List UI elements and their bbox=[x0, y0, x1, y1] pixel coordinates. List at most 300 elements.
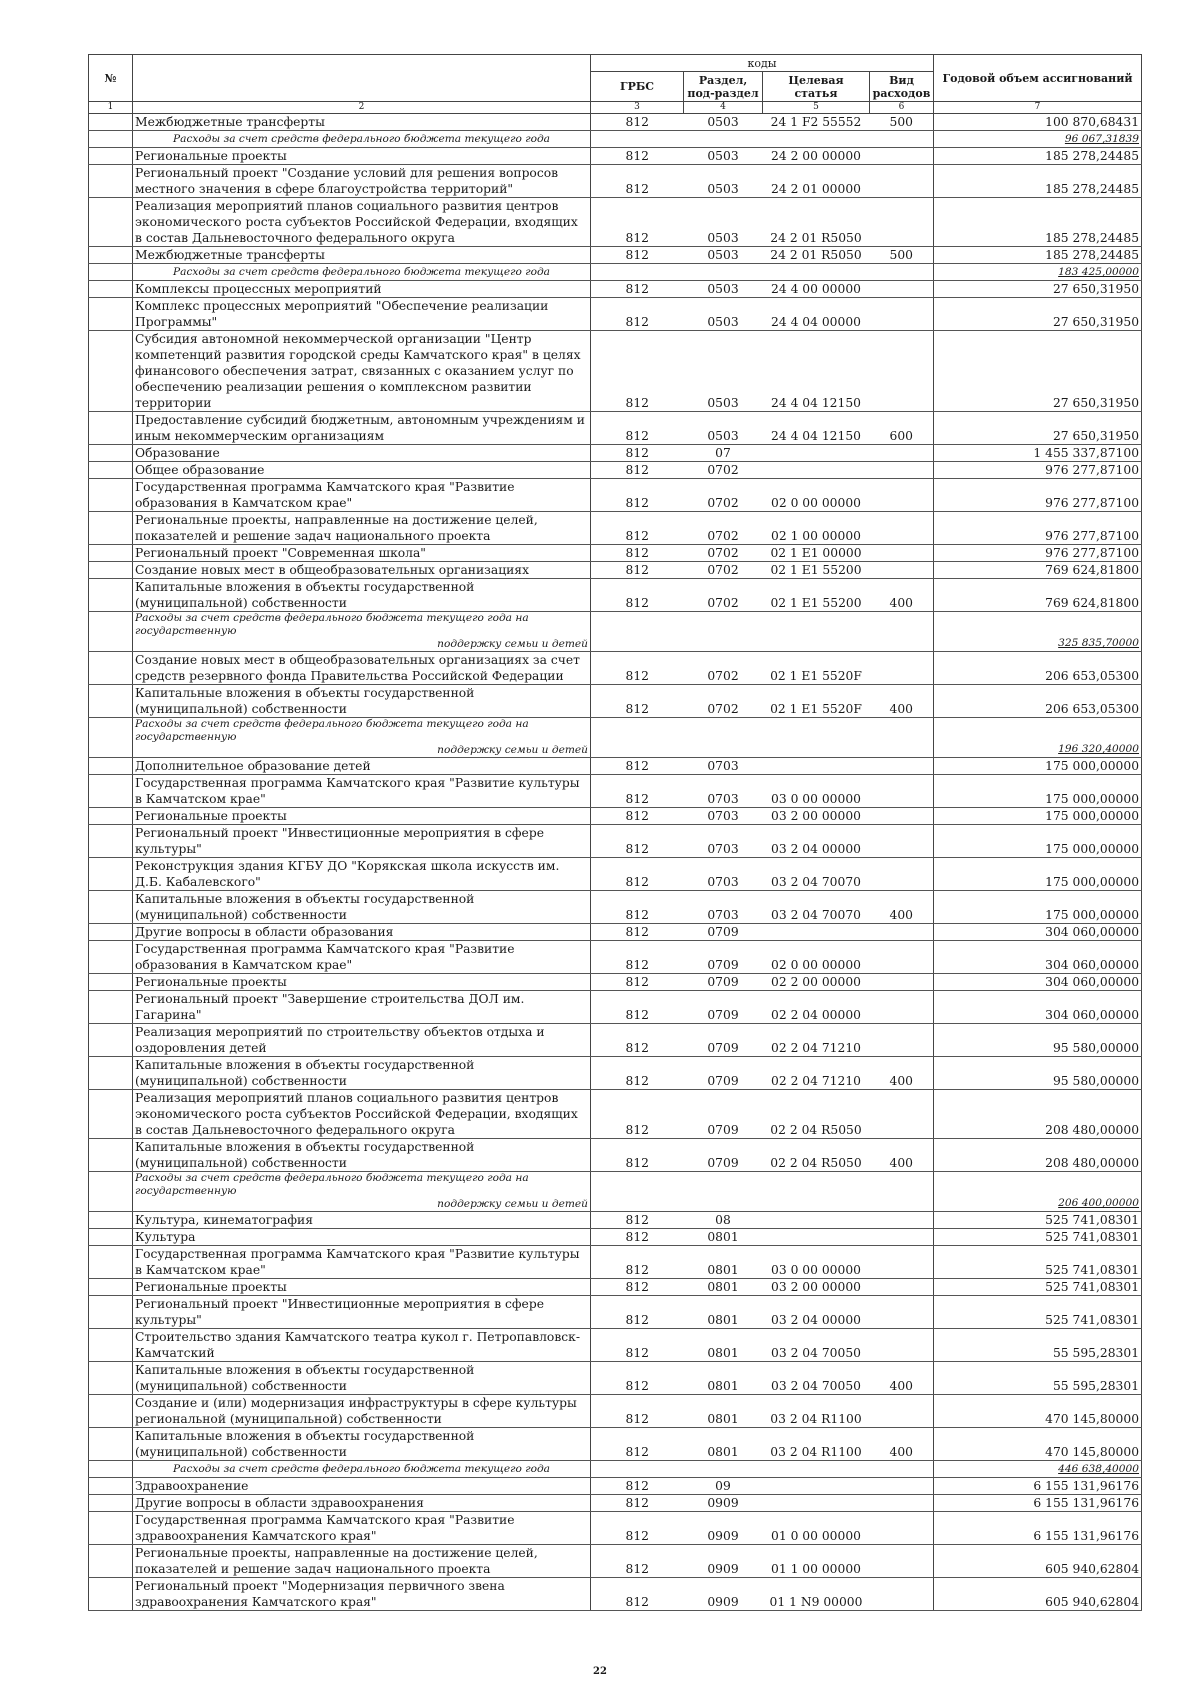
row-razdel-cell: 0702 bbox=[684, 685, 763, 718]
row-razdel-cell: 0801 bbox=[684, 1362, 763, 1395]
row-cel-cell bbox=[763, 462, 870, 479]
row-amount-cell: 6 155 131,96176 bbox=[934, 1512, 1142, 1545]
row-razdel-cell: 0709 bbox=[684, 1024, 763, 1057]
row-cel-cell: 24 2 01 00000 bbox=[763, 165, 870, 198]
table-row bbox=[89, 1279, 1142, 1296]
row-cel-cell bbox=[763, 131, 870, 148]
row-vid-cell bbox=[870, 1461, 934, 1478]
row-cel-cell bbox=[763, 1461, 870, 1478]
row-name-cell: Расходы за счет средств федерального бюджета текущего года bbox=[133, 264, 591, 281]
row-amount-cell: 525 741,08301 bbox=[934, 1246, 1142, 1279]
row-amount-cell: 976 277,87100 bbox=[934, 545, 1142, 562]
row-vid-cell bbox=[870, 652, 934, 685]
row-grbs-cell: 812 bbox=[591, 148, 684, 165]
row-amount-cell: 95 580,00000 bbox=[934, 1057, 1142, 1090]
row-name-cell: Капитальные вложения в объекты государственной (муниципальной) собственности bbox=[133, 579, 591, 612]
row-number-cell bbox=[89, 1545, 133, 1578]
row-vid-cell: 500 bbox=[870, 247, 934, 264]
row-cel-cell: 02 0 00 00000 bbox=[763, 479, 870, 512]
row-amount-cell: 27 650,31950 bbox=[934, 298, 1142, 331]
row-cel-cell: 03 2 04 70050 bbox=[763, 1329, 870, 1362]
table-row bbox=[89, 1212, 1142, 1229]
row-amount-cell: 185 278,24485 bbox=[934, 198, 1142, 247]
row-razdel-cell: 0909 bbox=[684, 1545, 763, 1578]
row-cel-cell bbox=[763, 1478, 870, 1495]
row-grbs-cell: 812 bbox=[591, 1139, 684, 1172]
header-num-3: 3 bbox=[591, 102, 684, 114]
row-vid-cell: 500 bbox=[870, 114, 934, 131]
row-vid-cell bbox=[870, 1024, 934, 1057]
row-number-cell bbox=[89, 198, 133, 247]
row-razdel-cell: 09 bbox=[684, 1478, 763, 1495]
row-amount-cell: 175 000,00000 bbox=[934, 858, 1142, 891]
table-row bbox=[89, 148, 1142, 165]
budget-table bbox=[88, 54, 1142, 1611]
row-grbs-cell: 812 bbox=[591, 1495, 684, 1512]
row-grbs-cell: 812 bbox=[591, 445, 684, 462]
header-grbs: ГРБС bbox=[591, 72, 684, 102]
note-line-2: поддержку семьи и детей bbox=[437, 744, 588, 756]
row-grbs-cell: 812 bbox=[591, 775, 684, 808]
row-amount-cell: 175 000,00000 bbox=[934, 808, 1142, 825]
row-cel-cell bbox=[763, 1212, 870, 1229]
row-razdel-cell: 0801 bbox=[684, 1395, 763, 1428]
table-row bbox=[89, 1428, 1142, 1461]
row-razdel-cell: 0503 bbox=[684, 247, 763, 264]
row-vid-cell bbox=[870, 974, 934, 991]
table-row bbox=[89, 1545, 1142, 1578]
row-razdel-cell: 0801 bbox=[684, 1279, 763, 1296]
row-amount-cell: 525 741,08301 bbox=[934, 1296, 1142, 1329]
row-number-cell bbox=[89, 545, 133, 562]
row-razdel-cell: 0909 bbox=[684, 1512, 763, 1545]
row-vid-cell bbox=[870, 775, 934, 808]
row-vid-cell bbox=[870, 512, 934, 545]
row-name-cell: Общее образование bbox=[133, 462, 591, 479]
row-name-cell: Комплексы процессных мероприятий bbox=[133, 281, 591, 298]
row-amount-cell: 470 145,80000 bbox=[934, 1428, 1142, 1461]
row-grbs-cell: 812 bbox=[591, 1329, 684, 1362]
row-name-cell: Расходы за счет средств федерального бюджета текущего года bbox=[133, 131, 591, 148]
row-vid-cell bbox=[870, 858, 934, 891]
row-cel-cell: 02 0 00 00000 bbox=[763, 941, 870, 974]
row-number-cell bbox=[89, 165, 133, 198]
row-cel-cell: 03 2 00 00000 bbox=[763, 1279, 870, 1296]
row-razdel-cell bbox=[684, 131, 763, 148]
row-amount-cell: 605 940,62804 bbox=[934, 1545, 1142, 1578]
row-amount-cell: 304 060,00000 bbox=[934, 941, 1142, 974]
row-vid-cell bbox=[870, 825, 934, 858]
row-cel-cell: 24 4 04 12150 bbox=[763, 412, 870, 445]
row-grbs-cell: 812 bbox=[591, 1362, 684, 1395]
row-name-cell: Капитальные вложения в объекты государственной (муниципальной) собственности bbox=[133, 891, 591, 924]
row-name-cell: Реализация мероприятий планов социального развития центров экономического роста субъектов Российской Федерации, входящих в состав Дальневосточного федерального округа bbox=[133, 198, 591, 247]
row-name-cell: Государственная программа Камчатского края "Развитие образования в Камчатском крае" bbox=[133, 941, 591, 974]
row-razdel-cell: 07 bbox=[684, 445, 763, 462]
table-row-note bbox=[89, 1461, 1142, 1478]
row-amount-cell: 325 835,70000 bbox=[934, 612, 1142, 652]
row-grbs-cell bbox=[591, 1172, 684, 1212]
header-cel: Целевая статья bbox=[763, 72, 870, 102]
row-grbs-cell: 812 bbox=[591, 652, 684, 685]
row-number-cell bbox=[89, 1395, 133, 1428]
table-row bbox=[89, 1395, 1142, 1428]
row-grbs-cell: 812 bbox=[591, 412, 684, 445]
table-row bbox=[89, 1578, 1142, 1611]
row-number-cell bbox=[89, 1279, 133, 1296]
row-cel-cell: 02 2 04 00000 bbox=[763, 991, 870, 1024]
row-cel-cell: 02 1 E1 5520F bbox=[763, 685, 870, 718]
row-amount-cell: 27 650,31950 bbox=[934, 331, 1142, 412]
row-grbs-cell: 812 bbox=[591, 685, 684, 718]
row-grbs-cell bbox=[591, 264, 684, 281]
table-row bbox=[89, 924, 1142, 941]
row-cel-cell bbox=[763, 445, 870, 462]
row-amount-cell: 27 650,31950 bbox=[934, 412, 1142, 445]
row-vid-cell bbox=[870, 1395, 934, 1428]
row-grbs-cell: 812 bbox=[591, 1024, 684, 1057]
row-name-cell: Реконструкция здания КГБУ ДО "Корякская школа искусств им. Д.Б. Кабалевского" bbox=[133, 858, 591, 891]
row-cel-cell: 03 0 00 00000 bbox=[763, 1246, 870, 1279]
note-line-1: Расходы за счет средств федерального бюджета текущего года на государственную bbox=[135, 612, 529, 637]
table-row bbox=[89, 652, 1142, 685]
row-name-cell: Капитальные вложения в объекты государственной (муниципальной) собственности bbox=[133, 1139, 591, 1172]
row-amount-cell: 175 000,00000 bbox=[934, 891, 1142, 924]
row-grbs-cell: 812 bbox=[591, 545, 684, 562]
row-number-cell bbox=[89, 1329, 133, 1362]
row-amount-cell: 206 653,05300 bbox=[934, 652, 1142, 685]
row-name-cell: Капитальные вложения в объекты государственной (муниципальной) собственности bbox=[133, 685, 591, 718]
row-name-cell: Культура, кинематография bbox=[133, 1212, 591, 1229]
row-number-cell bbox=[89, 891, 133, 924]
row-amount-cell: 446 638,40000 bbox=[934, 1461, 1142, 1478]
row-vid-cell: 600 bbox=[870, 412, 934, 445]
row-number-cell bbox=[89, 1172, 133, 1212]
row-grbs-cell: 812 bbox=[591, 298, 684, 331]
row-name-cell: Реализация мероприятий планов социального развития центров экономического роста субъектов Российской Федерации, входящих в состав Дальневосточного федерального округа bbox=[133, 1090, 591, 1139]
row-vid-cell: 400 bbox=[870, 891, 934, 924]
row-razdel-cell: 0503 bbox=[684, 148, 763, 165]
row-cel-cell bbox=[763, 718, 870, 758]
row-number-cell bbox=[89, 1428, 133, 1461]
row-number-cell bbox=[89, 612, 133, 652]
row-razdel-cell: 0709 bbox=[684, 974, 763, 991]
row-amount-cell: 196 320,40000 bbox=[934, 718, 1142, 758]
row-razdel-cell: 0709 bbox=[684, 1090, 763, 1139]
row-vid-cell bbox=[870, 1478, 934, 1495]
row-name-cell: Другие вопросы в области здравоохранения bbox=[133, 1495, 591, 1512]
row-name-cell: Межбюджетные трансферты bbox=[133, 247, 591, 264]
row-name-cell: Региональный проект "Создание условий для решения вопросов местного значения в сфере благоустройства территорий" bbox=[133, 165, 591, 198]
row-vid-cell bbox=[870, 131, 934, 148]
row-grbs-cell bbox=[591, 718, 684, 758]
table-row bbox=[89, 512, 1142, 545]
row-name-cell: Региональные проекты bbox=[133, 148, 591, 165]
row-vid-cell bbox=[870, 562, 934, 579]
row-grbs-cell: 812 bbox=[591, 1428, 684, 1461]
header-codes-group: коды bbox=[591, 55, 934, 72]
row-name-cell: Комплекс процессных мероприятий "Обеспечение реализации Программы" bbox=[133, 298, 591, 331]
row-number-cell bbox=[89, 775, 133, 808]
row-cel-cell: 02 1 E1 5520F bbox=[763, 652, 870, 685]
row-vid-cell bbox=[870, 148, 934, 165]
row-razdel-cell: 0703 bbox=[684, 808, 763, 825]
row-grbs-cell: 812 bbox=[591, 891, 684, 924]
row-name-cell: Создание новых мест в общеобразовательных организациях bbox=[133, 562, 591, 579]
table-header bbox=[89, 55, 1142, 114]
row-vid-cell bbox=[870, 264, 934, 281]
row-number-cell bbox=[89, 974, 133, 991]
row-razdel-cell: 0702 bbox=[684, 479, 763, 512]
row-razdel-cell: 0801 bbox=[684, 1246, 763, 1279]
table-row bbox=[89, 114, 1142, 131]
row-name-cell: Региональные проекты bbox=[133, 808, 591, 825]
row-grbs-cell: 812 bbox=[591, 1578, 684, 1611]
row-vid-cell bbox=[870, 479, 934, 512]
row-cel-cell: 24 2 00 00000 bbox=[763, 148, 870, 165]
row-name-cell: Субсидия автономной некоммерческой организации "Центр компетенций развития городской среды Камчатского края" в целях финансового обеспечения затрат, связанных с оказанием услуг по обеспечению реализации решения о комплексном развитии территории bbox=[133, 331, 591, 412]
table-row bbox=[89, 941, 1142, 974]
row-cel-cell: 02 2 04 R5050 bbox=[763, 1090, 870, 1139]
row-grbs-cell: 812 bbox=[591, 941, 684, 974]
row-cel-cell bbox=[763, 758, 870, 775]
row-amount-cell: 976 277,87100 bbox=[934, 512, 1142, 545]
row-grbs-cell: 812 bbox=[591, 562, 684, 579]
row-vid-cell bbox=[870, 808, 934, 825]
row-number-cell bbox=[89, 114, 133, 131]
row-vid-cell bbox=[870, 298, 934, 331]
row-cel-cell: 24 4 04 00000 bbox=[763, 298, 870, 331]
row-vid-cell bbox=[870, 1296, 934, 1329]
row-razdel-cell: 0703 bbox=[684, 758, 763, 775]
row-name-cell: Региональные проекты, направленные на достижение целей, показателей и решение задач национального проекта bbox=[133, 1545, 591, 1578]
row-name-cell bbox=[133, 718, 591, 758]
row-amount-cell: 304 060,00000 bbox=[934, 991, 1142, 1024]
row-cel-cell bbox=[763, 1172, 870, 1212]
row-vid-cell: 400 bbox=[870, 685, 934, 718]
row-cel-cell bbox=[763, 924, 870, 941]
row-number-cell bbox=[89, 858, 133, 891]
row-grbs-cell: 812 bbox=[591, 991, 684, 1024]
row-cel-cell: 01 1 N9 00000 bbox=[763, 1578, 870, 1611]
row-vid-cell bbox=[870, 1279, 934, 1296]
row-number-cell bbox=[89, 758, 133, 775]
row-name-cell: Региональный проект "Завершение строительства ДОЛ им. Гагарина" bbox=[133, 991, 591, 1024]
row-name-cell: Расходы за счет средств федерального бюджета текущего года bbox=[133, 1461, 591, 1478]
row-number-cell bbox=[89, 579, 133, 612]
row-name-cell: Государственная программа Камчатского края "Развитие культуры в Камчатском крае" bbox=[133, 1246, 591, 1279]
row-number-cell bbox=[89, 1362, 133, 1395]
table-row bbox=[89, 545, 1142, 562]
row-name-cell: Предоставление субсидий бюджетным, автономным учреждениям и иным некоммерческим организациям bbox=[133, 412, 591, 445]
note-line-2: поддержку семьи и детей bbox=[437, 638, 588, 650]
row-razdel-cell: 0709 bbox=[684, 924, 763, 941]
row-razdel-cell: 08 bbox=[684, 1212, 763, 1229]
table-row bbox=[89, 165, 1142, 198]
row-razdel-cell bbox=[684, 718, 763, 758]
row-name-cell bbox=[133, 1172, 591, 1212]
table-row bbox=[89, 479, 1142, 512]
row-cel-cell bbox=[763, 264, 870, 281]
table-row bbox=[89, 198, 1142, 247]
row-vid-cell bbox=[870, 1545, 934, 1578]
table-row bbox=[89, 562, 1142, 579]
row-name-cell: Капитальные вложения в объекты государственной (муниципальной) собственности bbox=[133, 1362, 591, 1395]
header-amount: Годовой объем ассигнований bbox=[934, 55, 1142, 102]
row-name-cell: Региональный проект "Инвестиционные мероприятия в сфере культуры" bbox=[133, 1296, 591, 1329]
header-num-1: 1 bbox=[89, 102, 133, 114]
row-amount-cell: 525 741,08301 bbox=[934, 1279, 1142, 1296]
row-cel-cell: 02 1 00 00000 bbox=[763, 512, 870, 545]
table-row-note bbox=[89, 131, 1142, 148]
table-row bbox=[89, 1090, 1142, 1139]
row-name-cell: Региональный проект "Современная школа" bbox=[133, 545, 591, 562]
row-grbs-cell: 812 bbox=[591, 1229, 684, 1246]
row-cel-cell: 02 2 00 00000 bbox=[763, 974, 870, 991]
table-row bbox=[89, 1362, 1142, 1395]
row-name-cell: Создание и (или) модернизация инфраструктуры в сфере культуры региональной (муниципальной) собственности bbox=[133, 1395, 591, 1428]
table-row bbox=[89, 808, 1142, 825]
row-grbs-cell: 812 bbox=[591, 165, 684, 198]
row-grbs-cell: 812 bbox=[591, 808, 684, 825]
header-num-6: 6 bbox=[870, 102, 934, 114]
row-number-cell bbox=[89, 445, 133, 462]
budget-document bbox=[88, 54, 1141, 1611]
row-grbs-cell: 812 bbox=[591, 758, 684, 775]
table-row bbox=[89, 858, 1142, 891]
row-amount-cell: 470 145,80000 bbox=[934, 1395, 1142, 1428]
page-number: 22 bbox=[593, 1666, 607, 1677]
row-grbs-cell: 812 bbox=[591, 1478, 684, 1495]
row-number-cell bbox=[89, 1090, 133, 1139]
row-razdel-cell: 0702 bbox=[684, 652, 763, 685]
row-vid-cell bbox=[870, 165, 934, 198]
header-num-5: 5 bbox=[763, 102, 870, 114]
row-cel-cell: 24 4 04 12150 bbox=[763, 331, 870, 412]
table-row bbox=[89, 891, 1142, 924]
row-number-cell bbox=[89, 462, 133, 479]
row-name-cell: Дополнительное образование детей bbox=[133, 758, 591, 775]
row-razdel-cell: 0703 bbox=[684, 858, 763, 891]
row-cel-cell: 02 2 04 71210 bbox=[763, 1057, 870, 1090]
row-number-cell bbox=[89, 1057, 133, 1090]
row-grbs-cell bbox=[591, 612, 684, 652]
row-amount-cell: 976 277,87100 bbox=[934, 462, 1142, 479]
row-number-cell bbox=[89, 685, 133, 718]
row-razdel-cell: 0702 bbox=[684, 579, 763, 612]
row-razdel-cell: 0702 bbox=[684, 562, 763, 579]
row-name-cell: Государственная программа Камчатского края "Развитие образования в Камчатском крае" bbox=[133, 479, 591, 512]
table-row-note bbox=[89, 612, 1142, 652]
row-amount-cell: 525 741,08301 bbox=[934, 1229, 1142, 1246]
table-row bbox=[89, 298, 1142, 331]
row-grbs-cell: 812 bbox=[591, 1057, 684, 1090]
row-cel-cell: 03 2 04 00000 bbox=[763, 825, 870, 858]
table-row bbox=[89, 775, 1142, 808]
row-grbs-cell bbox=[591, 1461, 684, 1478]
row-razdel-cell bbox=[684, 612, 763, 652]
row-name-cell: Региональные проекты bbox=[133, 974, 591, 991]
row-name-cell: Капитальные вложения в объекты государственной (муниципальной) собственности bbox=[133, 1057, 591, 1090]
row-grbs-cell: 812 bbox=[591, 281, 684, 298]
row-number-cell bbox=[89, 562, 133, 579]
row-grbs-cell: 812 bbox=[591, 1512, 684, 1545]
row-number-cell bbox=[89, 1212, 133, 1229]
row-amount-cell: 185 278,24485 bbox=[934, 165, 1142, 198]
row-grbs-cell: 812 bbox=[591, 825, 684, 858]
table-row bbox=[89, 1495, 1142, 1512]
table-row bbox=[89, 991, 1142, 1024]
row-cel-cell: 02 2 04 R5050 bbox=[763, 1139, 870, 1172]
row-cel-cell bbox=[763, 612, 870, 652]
row-cel-cell: 03 2 04 00000 bbox=[763, 1296, 870, 1329]
row-amount-cell: 175 000,00000 bbox=[934, 758, 1142, 775]
row-grbs-cell: 812 bbox=[591, 1246, 684, 1279]
row-grbs-cell: 812 bbox=[591, 1545, 684, 1578]
row-amount-cell: 206 653,05300 bbox=[934, 685, 1142, 718]
row-vid-cell bbox=[870, 1512, 934, 1545]
row-grbs-cell: 812 bbox=[591, 1090, 684, 1139]
row-amount-cell: 100 870,68431 bbox=[934, 114, 1142, 131]
row-cel-cell: 02 2 04 71210 bbox=[763, 1024, 870, 1057]
row-vid-cell bbox=[870, 718, 934, 758]
row-grbs-cell: 812 bbox=[591, 198, 684, 247]
row-vid-cell: 400 bbox=[870, 1362, 934, 1395]
row-grbs-cell: 812 bbox=[591, 1212, 684, 1229]
row-cel-cell: 01 1 00 00000 bbox=[763, 1545, 870, 1578]
row-amount-cell: 525 741,08301 bbox=[934, 1212, 1142, 1229]
row-razdel-cell: 0801 bbox=[684, 1296, 763, 1329]
row-razdel-cell: 0702 bbox=[684, 512, 763, 545]
table-row bbox=[89, 462, 1142, 479]
row-razdel-cell: 0909 bbox=[684, 1578, 763, 1611]
row-name-cell: Другие вопросы в области образования bbox=[133, 924, 591, 941]
row-cel-cell: 03 2 00 00000 bbox=[763, 808, 870, 825]
table-row bbox=[89, 1139, 1142, 1172]
table-row bbox=[89, 1329, 1142, 1362]
table-row bbox=[89, 247, 1142, 264]
row-number-cell bbox=[89, 298, 133, 331]
row-number-cell bbox=[89, 825, 133, 858]
row-name-cell: Государственная программа Камчатского края "Развитие культуры в Камчатском крае" bbox=[133, 775, 591, 808]
row-razdel-cell: 0709 bbox=[684, 991, 763, 1024]
row-amount-cell: 95 580,00000 bbox=[934, 1024, 1142, 1057]
row-name-cell: Реализация мероприятий по строительству объектов отдыха и оздоровления детей bbox=[133, 1024, 591, 1057]
row-amount-cell: 6 155 131,96176 bbox=[934, 1478, 1142, 1495]
row-amount-cell: 206 400,00000 bbox=[934, 1172, 1142, 1212]
row-grbs-cell: 812 bbox=[591, 512, 684, 545]
row-razdel-cell: 0709 bbox=[684, 941, 763, 974]
row-vid-cell bbox=[870, 991, 934, 1024]
row-vid-cell bbox=[870, 1578, 934, 1611]
row-vid-cell: 400 bbox=[870, 1428, 934, 1461]
row-razdel-cell: 0503 bbox=[684, 298, 763, 331]
row-razdel-cell: 0702 bbox=[684, 545, 763, 562]
row-razdel-cell: 0503 bbox=[684, 114, 763, 131]
row-name-cell: Региональные проекты, направленные на достижение целей, показателей и решение задач национального проекта bbox=[133, 512, 591, 545]
row-razdel-cell: 0703 bbox=[684, 891, 763, 924]
row-vid-cell bbox=[870, 1495, 934, 1512]
row-cel-cell: 24 4 00 00000 bbox=[763, 281, 870, 298]
row-amount-cell: 55 595,28301 bbox=[934, 1329, 1142, 1362]
row-cel-cell: 02 1 E1 00000 bbox=[763, 545, 870, 562]
table-row bbox=[89, 1024, 1142, 1057]
table-row bbox=[89, 579, 1142, 612]
row-amount-cell: 208 480,00000 bbox=[934, 1139, 1142, 1172]
table-row-note bbox=[89, 264, 1142, 281]
row-razdel-cell bbox=[684, 1172, 763, 1212]
row-number-cell bbox=[89, 652, 133, 685]
